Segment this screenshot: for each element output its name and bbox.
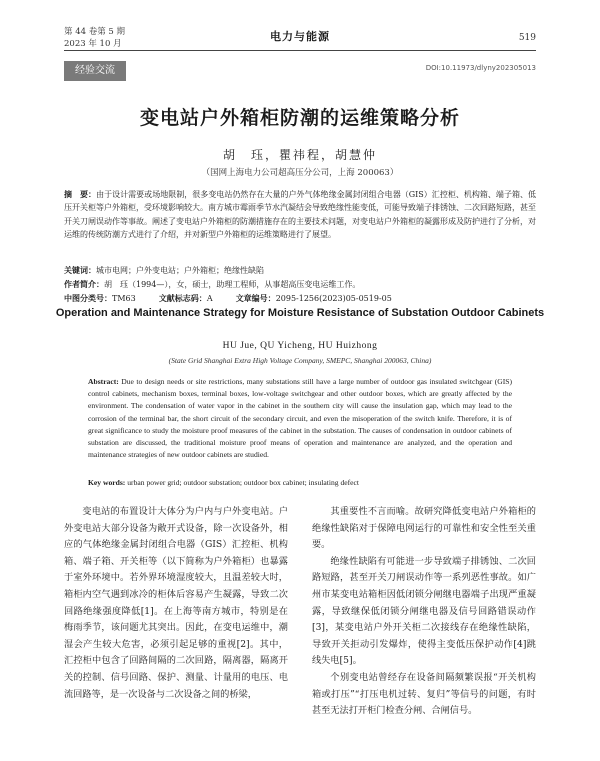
affiliation-cn: （国网上海电力公司超高压分公司，上海 200063） bbox=[201, 168, 399, 178]
journal-name: 电力与能源 bbox=[270, 30, 330, 43]
author-intro-text: 胡 珏（1994—），女，硕士，助理工程师，从事超高压变电运维工作。 bbox=[104, 280, 361, 289]
keywords-en-label: Key words: bbox=[88, 478, 126, 487]
body-column-left bbox=[64, 504, 288, 703]
authors-en: HU Jue, QU Yicheng, HU Huizhong bbox=[222, 341, 378, 351]
doc-code-label: 文献标志码： bbox=[158, 294, 207, 303]
issue-date: 2023 年 10 月 bbox=[64, 39, 122, 49]
volume-issue: 第 44 卷第 5 期 bbox=[64, 27, 126, 37]
body-paragraph: 变电站的布置设计大体分为户内与户外变电站。户外变电站大部分设备为敞开式设备，除一次设备外，相应的气体绝缘金属封闭组合电器（GIS）汇控柜、机构箱、端子箱、开关柜等（以下简称为户外箱柜）也暴露于室外环境中。若外界环境湿度较大，且温差较大时，箱柜内空气遇到冰冷的柜体后容易产生凝露，导致二次回路绝缘强度降低[1]。在上海等南方城市，特别是在梅雨季节，该问题尤其突出。因此，在变电运维中，潮湿会产生较大危害，必须引起足够的重视[2]。其中，汇控柜中包含了回路间隔的二次回路，隔离器，隔离开关的控制、信号回路、保护、测量、计量用的电压、电流回路等，是一次设备与二次设备之间的桥梁， bbox=[64, 506, 288, 700]
keywords-cn-label: 关键词： bbox=[64, 266, 96, 275]
clc-value: TM63 bbox=[112, 294, 136, 303]
paper-title-cn: 变电站户外箱柜防潮的运维策略分析 bbox=[139, 107, 460, 129]
abstract-en bbox=[88, 376, 512, 461]
author-intro-label: 作者简介： bbox=[64, 280, 104, 289]
clc-label: 中图分类号： bbox=[64, 294, 112, 303]
author-intro bbox=[64, 279, 536, 290]
abstract-cn-text: 由于设计需要或场地限制，很多变电站仍然存在大量的户外气体绝缘金属封闭组合电器（GIS）汇控柜、机构箱、端子箱、低压开关柜等户外箱柜，受环境影响较大。南方城市霉雨季节水汽凝结会导致绝缘性能变低，可能导致端子排锈蚀、二次回路短路，甚至开关刀闸误动作等事故。阐述了变电站户外箱柜的防潮措施存在的主要技术问题，对变电站户外箱柜的凝露形成及防护进行了分析，对运维的传统防潮方式进行了介绍，并对新型户外箱柜的运维策略进行了展望。 bbox=[64, 190, 537, 239]
classification-row bbox=[64, 293, 536, 304]
doi: DOI:10.11973/dlyny202305013 bbox=[425, 64, 536, 72]
keywords-cn-text: 城市电网；户外变电站；户外箱柜；绝缘性缺陷 bbox=[96, 266, 264, 275]
abstract-cn bbox=[64, 188, 536, 241]
header-divider bbox=[64, 50, 536, 51]
abstract-en-label: Abstract: bbox=[88, 377, 119, 386]
paper-title-en: Operation and Maintenance Strategy for Moisture Resistance of Substation Outdoor Cabinets bbox=[55, 307, 545, 319]
article-number-label: 文章编号： bbox=[235, 294, 276, 303]
affiliation-en: (State Grid Shanghai Extra High Voltage Company, SMEPC, Shanghai 200063, China) bbox=[168, 356, 432, 365]
keywords-en-text: urban power grid; outdoor substation; outdoor box cabinet; insulating defect bbox=[127, 478, 360, 487]
body-paragraph: 个别变电站曾经存在设备间隔频繁误报“开关机构箱或打压”“打压电机过转、复归”等信号的问题，有时甚至无法打开柜门检查分闸、合闸信号。 bbox=[312, 671, 536, 717]
body-column-right bbox=[312, 504, 536, 720]
abstract-cn-label: 摘 要： bbox=[64, 190, 97, 199]
column-tag: 经验交流 bbox=[64, 61, 126, 81]
doc-code-value: A bbox=[206, 294, 213, 303]
abstract-en-text: Due to design needs or site restrictions, many substations still have a large number of outdoor gas insulated switchgear (GIS) control cabinets, mechanism boxes, terminal boxes, low-voltage switchgear and other outdoor boxes, which are greatly affected by the environment. The condensation of water vapor in the cabinet in the southern city will cause the insulation gap, which may lead to the corrosion of the terminal bar, the short circuit of the secondary circuit, and even the misoperation of the switch knife. Therefore, it is of great significance to study the moisture proof measures of the cabinet in the substation. The causes of condensation in outdoor cabinets of substation are discussed, the traditional moisture proof means of operation and maintenance are analyzed, and the operation and maintenance strategies of new outdoor cabinets are studied. bbox=[88, 377, 512, 460]
article-number-value: 2095-1256(2023)05-0519-05 bbox=[275, 294, 392, 303]
keywords-en bbox=[88, 478, 512, 487]
keywords-cn bbox=[64, 265, 536, 276]
body-paragraph: 其重要性不言而喻。故研究降低变电站户外箱柜的绝缘性缺陷对于保障电网运行的可靠性和安全性至关重要。 bbox=[312, 506, 536, 551]
page-number: 519 bbox=[518, 33, 536, 43]
body-paragraph: 绝缘性缺陷有可能进一步导致端子排锈蚀、二次回路短路，甚至开关刀闸误动作等一系列恶性事故。如广州市某变电站箱柜因低闭锁分闸继电器端子出现严重凝露，导致继保低闭锁分闸继电器及信号回路错误动作[3]，某变电站户外开关柜二次接线存在绝缘性缺陷，导致开关拒动引发爆炸，使得主变低压保护动作[4]跳线失电[5]。 bbox=[312, 555, 536, 667]
authors-cn: 胡 珏，瞿祎程，胡慧仲 bbox=[222, 148, 377, 162]
